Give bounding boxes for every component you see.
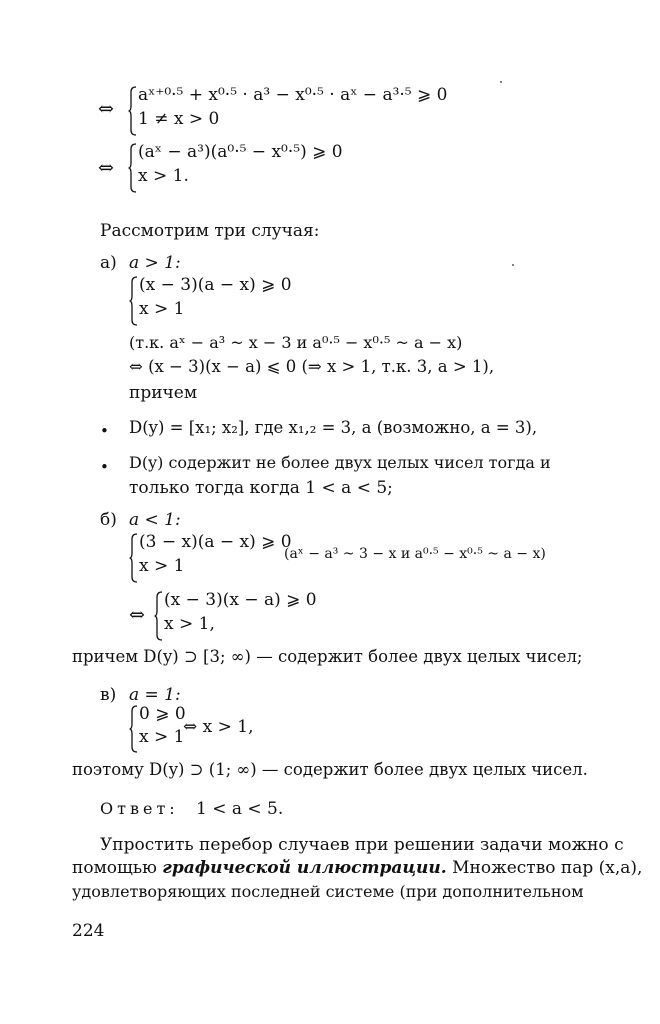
case-c-conclusion: поэтому D(y) ⊃ (1; ∞) — содержит более двух целых чисел. [72,760,588,779]
case-b-note: (aˣ − a³ ~ 3 − x и a⁰·⁵ − x⁰·⁵ ~ a − x) [284,546,546,562]
case-b-conclusion: причем D(y) ⊃ [3; ∞) — содержит более двух целых чисел; [72,647,583,666]
case-c-equiv: ⇔ x > 1, [183,717,254,737]
bullet-text: только тогда когда 1 < a < 5; [129,478,393,498]
system-row: (x − 3)(a − x) ⩾ 0 [139,275,292,295]
paragraph-line [72,859,642,879]
paragraph-text: помощью [72,858,163,878]
brace-icon [129,533,138,583]
case-a-note: (т.к. aˣ − a³ ~ x − 3 и a⁰·⁵ − x⁰·⁵ ~ a − x) [129,333,463,352]
intro-text: Рассмотрим три случая: [100,221,320,241]
bullet-text: D(y) = [x₁; x₂], где x₁,₂ = 3, a (возможно, a = 3), [129,418,538,437]
paragraph-line: Упростить перебор случаев при решении задачи можно с [100,835,624,855]
system-row: (aˣ − a³)(a⁰·⁵ − x⁰·⁵) ⩾ 0 [138,142,343,162]
brace-icon [128,143,137,193]
bullet-icon: • [100,458,109,476]
system-row: 1 ≠ x > 0 [138,108,220,129]
case-a-equiv: ⇔ (x − 3)(x − a) ⩽ 0 (⇒ x > 1, т.к. 3, a > 1), [129,357,495,376]
bullet-text: D(y) содержит не более двух целых чисел тогда и [129,453,551,472]
answer-value: 1 < a < 5. [196,799,284,819]
system-row: x > 1 [139,555,185,576]
system-row: 0 ⩾ 0 [139,704,186,724]
bullet-icon: • [100,422,109,440]
case-b-label: б) [100,510,117,530]
equivalence-symbol: ⇔ [129,604,145,626]
case-c-condition: a = 1: [129,685,181,705]
case-c-label: в) [100,685,117,705]
scan-speck [500,81,502,83]
case-b-condition: a < 1: [129,510,181,530]
emphasized-term: графической иллюстрации. [162,858,447,878]
brace-icon [129,705,138,753]
paragraph-line: удовлетворяющих последней системе (при дополнительном [72,882,584,901]
paragraph-text: Множество пар (x,a), [446,858,643,878]
system-row: x > 1. [138,165,189,186]
answer-label: Ответ: [100,799,179,818]
case-a-condition: a > 1: [129,253,181,273]
brace-icon [154,591,163,641]
brace-icon [129,276,138,326]
system-row: aˣ⁺⁰·⁵ + x⁰·⁵ · a³ − x⁰·⁵ · aˣ − a³·⁵ ⩾ 0 [138,85,448,105]
system-row: x > 1, [164,613,215,634]
case-a-label: а) [100,253,117,273]
scan-speck [512,264,514,266]
equivalence-symbol: ⇔ [98,98,114,120]
page-number: 224 [72,921,105,941]
case-a-also: причем [129,383,198,403]
equivalence-symbol: ⇔ [98,157,114,179]
brace-icon [128,86,137,136]
system-row: x > 1 [139,298,185,319]
system-row: (3 − x)(a − x) ⩾ 0 [139,532,292,552]
system-row: (x − 3)(x − a) ⩾ 0 [164,590,317,610]
system-row: x > 1 [139,726,185,747]
